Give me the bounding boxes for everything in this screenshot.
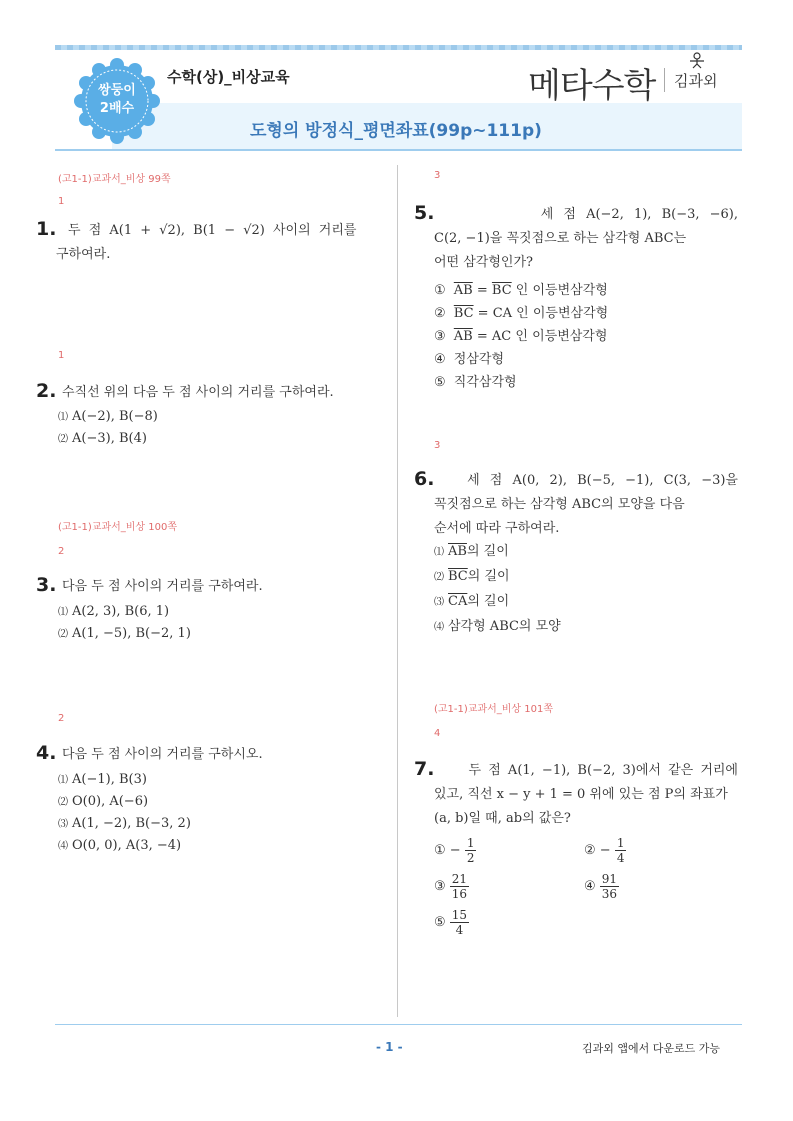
- problem-6-item: ⑷ 삼각형 ABC의 모양: [434, 619, 561, 634]
- fraction: $\frac{1}{2}$: [466, 836, 475, 865]
- badge-line-1: 쌍둥이: [98, 83, 136, 98]
- problem-6-text: [434, 469, 738, 541]
- fraction: $\frac{21}{16}$: [451, 872, 468, 901]
- problem-5-choice[interactable]: ② $\overline{BC}$ = CA 인 이등변삼각형: [434, 306, 609, 321]
- fraction: $\frac{91}{36}$: [601, 872, 618, 901]
- problem-2-number: 2.: [36, 380, 57, 402]
- problem-6-level: 3: [434, 440, 441, 451]
- problem-7-choice[interactable]: ① − $\frac{1}{2}$: [434, 836, 475, 865]
- problem-7-choice[interactable]: ⑤ $\frac{15}{4}$: [434, 908, 468, 937]
- problem-5-choice[interactable]: ④ 정삼각형: [434, 352, 505, 367]
- problem-7-choice[interactable]: ④ $\frac{91}{36}$: [584, 872, 618, 901]
- problem-6-text-line-2: 꼭짓점으로 하는 삼각형 ABC의 모양을 다음: [434, 497, 685, 512]
- problem-7-text-line-3: (a, b)일 때, ab의 값은?: [434, 811, 571, 826]
- problem-5-choices: [434, 279, 608, 394]
- problem-4-number: 4.: [36, 742, 57, 764]
- problem-2-item: ⑴ A(−2), B(−8): [58, 409, 158, 424]
- page-title: 도형의 방정식_평면좌표(99p~111p): [250, 121, 542, 141]
- problem-5-text-line-3: 어떤 삼각형인가?: [434, 255, 534, 270]
- brand-separator: [664, 68, 665, 92]
- problem-5-choice[interactable]: ③ $\overline{AB}$ = AC 인 이등변삼각형: [434, 329, 608, 344]
- problem-2-text: 수직선 위의 다음 두 점 사이의 거리를 구하여라.: [62, 385, 334, 400]
- header-divider: [55, 149, 742, 151]
- header-stripe: [55, 45, 742, 50]
- footer-note: 김과외 앱에서 다운로드 가능: [582, 1042, 721, 1055]
- problem-4-text: 다음 두 점 사이의 거리를 구하시오.: [62, 747, 263, 762]
- problem-5-choice[interactable]: ⑤ 직각삼각형: [434, 375, 517, 390]
- problem-3-source: (고1-1)교과서_비상 100쪽: [58, 522, 178, 533]
- problem-6-items: [434, 540, 561, 640]
- problem-3-level: 2: [58, 546, 65, 557]
- brand-sub-logo: 김과외: [674, 72, 718, 90]
- problem-4-item: ⑶ A(1, −2), B(−3, 2): [58, 816, 191, 831]
- person-icon: [686, 52, 708, 70]
- brand-logo: 메타수학: [528, 66, 656, 106]
- problem-3-text: 다음 두 점 사이의 거리를 구하여라.: [62, 579, 263, 594]
- problem-3-item: ⑵ A(1, −5), B(−2, 1): [58, 626, 191, 641]
- footer-divider: [55, 1024, 742, 1025]
- problem-5-text-line-1: 세 점 A(−2, 1), B(−3, −6),: [540, 207, 738, 222]
- problem-4-level: 2: [58, 713, 65, 724]
- problem-7-source: (고1-1)교과서_비상 101쪽: [434, 704, 554, 715]
- problem-3-items: [58, 601, 191, 645]
- badge-line-2: 2배수: [99, 101, 135, 116]
- page-number: - 1 -: [376, 1040, 403, 1054]
- problem-7-choice[interactable]: ③ $\frac{21}{16}$: [434, 872, 468, 901]
- problem-4-items: [58, 769, 191, 857]
- problem-4-item: ⑴ A(−1), B(3): [58, 772, 147, 787]
- problem-3-item: ⑴ A(2, 3), B(6, 1): [58, 604, 170, 619]
- problem-2-item: ⑵ A(−3), B(4): [58, 431, 147, 446]
- fraction: $\frac{1}{4}$: [616, 836, 625, 865]
- problem-4-item: ⑷ O(0, 0), A(3, −4): [58, 838, 182, 853]
- problem-5-level: 3: [434, 170, 441, 181]
- problem-1-text: [56, 219, 368, 267]
- problem-5-choice[interactable]: ① $\overline{AB} = \overline{BC}$ 인 이등변삼각형: [434, 283, 608, 298]
- column-divider: [397, 165, 398, 1017]
- problem-1-text-line-1: 두 점 A(1 + √2), B(1 − √2) 사이의 거리를: [68, 223, 357, 238]
- problem-5-number: 5.: [414, 202, 435, 224]
- problem-1-source: (고1-1)교과서_비상 99쪽: [58, 174, 171, 185]
- problem-6-item: ⑶ $\overline{CA}$의 길이: [434, 594, 510, 609]
- problem-4-item: ⑵ O(0), A(−6): [58, 794, 149, 809]
- problem-6-item: ⑵ $\overline{BC}$의 길이: [434, 569, 510, 584]
- problem-6-item: ⑴ $\overline{AB}$의 길이: [434, 544, 509, 559]
- problem-7-text-line-2: 있고, 직선 x − y + 1 = 0 위에 있는 점 P의 좌표가: [434, 787, 728, 802]
- problem-1-number: 1.: [36, 218, 57, 240]
- problem-3-number: 3.: [36, 574, 57, 596]
- fraction: $\frac{15}{4}$: [451, 908, 468, 937]
- problem-1-level: 1: [58, 196, 65, 207]
- problem-6-text-line-1: 세 점 A(0, 2), B(−5, −1), C(3, −3)을: [467, 473, 738, 488]
- problem-7-text: [434, 759, 738, 831]
- badge-label: [74, 82, 160, 118]
- problem-2-level: 1: [58, 350, 65, 361]
- problem-6-text-line-3: 순서에 따라 구하여라.: [434, 521, 560, 536]
- subject-label: 수학(상)_비상교육: [167, 68, 290, 86]
- problem-7-number: 7.: [414, 758, 435, 780]
- problem-7-level: 4: [434, 728, 441, 739]
- problem-7-text-line-1: 두 점 A(1, −1), B(−2, 3)에서 같은 거리에: [468, 763, 738, 778]
- problem-5-text-line-2: C(2, −1)을 꼭짓점으로 하는 삼각형 ABC는: [434, 231, 687, 246]
- problem-1-text-line-2: 구하여라.: [56, 247, 111, 262]
- problem-2-items: [58, 406, 158, 450]
- problem-7-choice[interactable]: ② − $\frac{1}{4}$: [584, 836, 625, 865]
- problem-6-number: 6.: [414, 468, 435, 490]
- problem-5-text: [434, 203, 738, 275]
